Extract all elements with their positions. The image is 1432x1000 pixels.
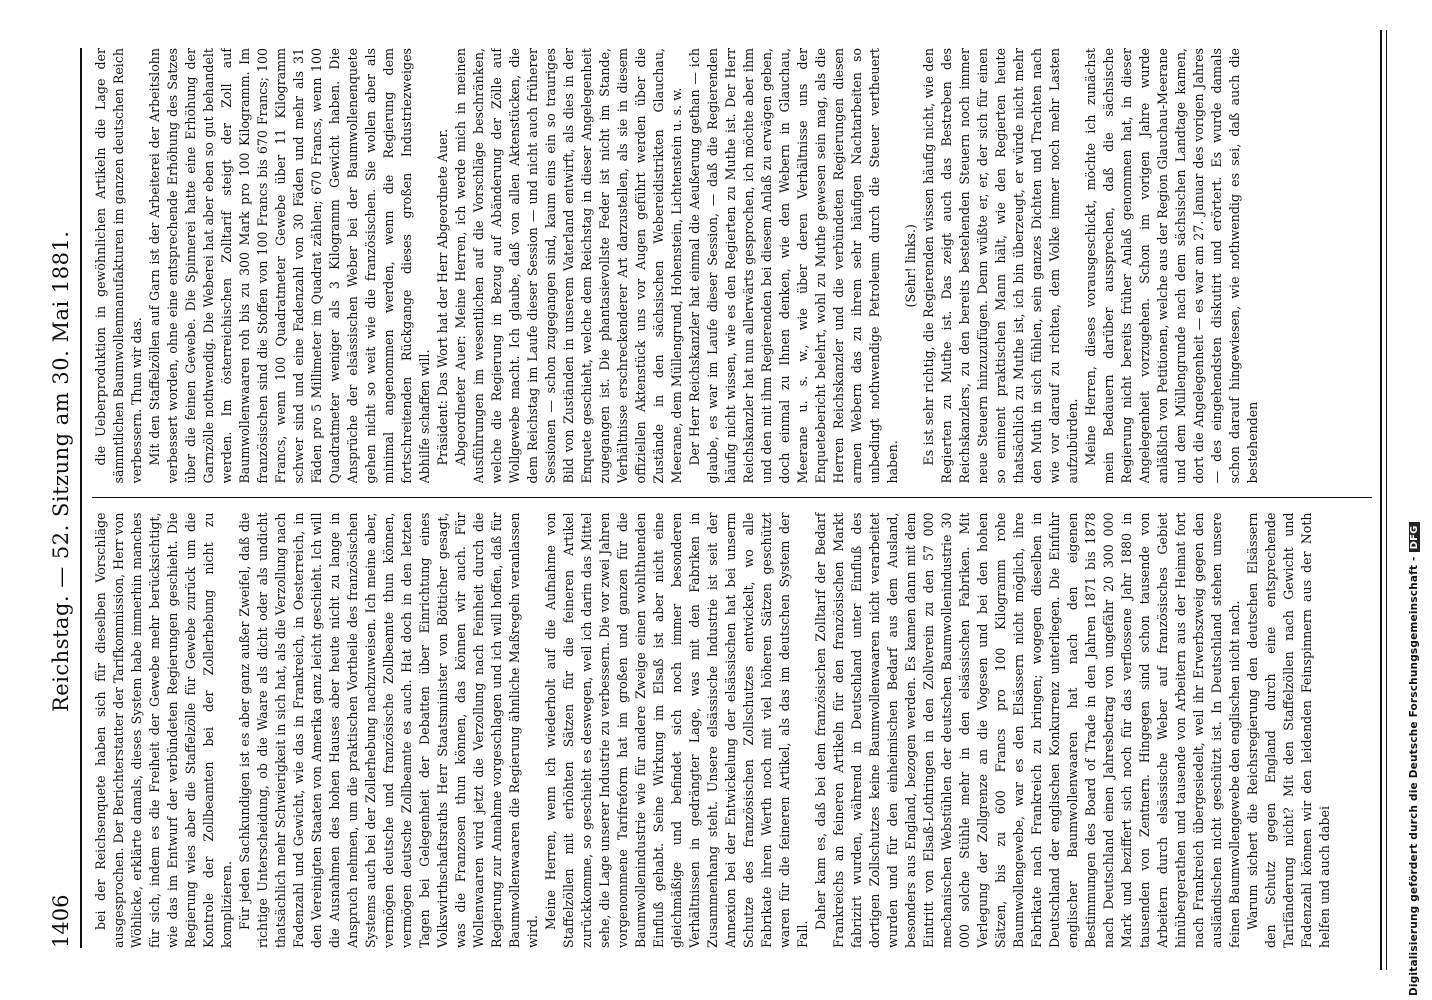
- column-left: [92, 513, 1372, 949]
- right-frame-line-2: [1386, 30, 1387, 970]
- paragraph: Abgeordneter Auer: Meine Herren, ich werde mich in meinen Ausführungen im wesentlichen auf die Vorschläge beschränken, welche die Regierung in Bezug auf Abänderung der Zölle auf Wollgewebe macht. Ich glaube, daß von allen Aktenstücken, die dem Reichstag im Laufe dieser Session — und nicht auch früherer Sessionen — schon zugegangen sind, kaum eins ein so trauriges Bild von Zuständen in unserem Vaterland entwirft, als dies in der Enquete geschieht, welche dem Reichstag in dieser Angelegenheit zugegangen ist. Die phantasievollste Feder ist nicht im Stande, Verhältnisse erschreckenderer Art darzustellen, als sie in diesem offiziellen Aktenstück uns vor Augen geführt werden über die Zustände in den sächsischen Webereidistrikten Glauchau, Meerane, dem Müllengrund, Hohenstein, Lichtenstein u. s. w.: [453, 48, 684, 484]
- paragraph: Der Herr Reichskanzler hat einmal die Aeußerung gethan — ich glaube, es war im Laufe dieser Session, — daß die Regierenden häufig nicht wissen, wie es den Regierten zu Muthe ist. Der Herr Reichskanzler hat nun allerwärts gesprochen, ich möchte aber ihm und den mit ihm Regierenden bei diesem Anlaß zu erwägen geben, doch einmal zu Ihnen denken, wie den Webern in Glauchau, Meerane u. s. w., wie über deren Verhältnisse uns der Enquetebericht belehrt, wohl zu Muthe gewesen sein mag, als die Herren Reichskanzler und die verbündeten Regierungen diesen armen Webern das zu ihrem sehr häufigen Nachtarbeiten so unbedingt nothwendige Petroleum durch die Steuer vertheuert haben.: [687, 48, 900, 484]
- header-rule: [80, 48, 82, 948]
- text-columns: [92, 48, 1372, 948]
- paragraph: bei der Reichsenquete haben sich für dieselben Vorschläge ausgesprochen. Der Berichterstatter der Tarifkommission, Herr von Wöhlicke, erklärte damals, dieses System habe immerhin manches für sich, indem es die Freiheit der Gewebe mehr berücksichtigt, wie das im Entwurf der verbündeten Regierungen geschieht. Die Regierung wies aber die Staffelzölle für Gewebe zurück um die Kontrole der Zollbeamten bei der Zollerhebung nicht zu komplizieren.: [93, 512, 234, 948]
- paragraph: Warum sichert die Reichsregierung den deutschen Elsässern den Schutz gegen England durch eine entsprechende Tarifänderung nicht? Mit den Staffelzöllen nach Gewicht und Fadenzahl können wir den leidenden Feinspinnern aus der Noth helfen und auch dabei: [1245, 512, 1332, 948]
- paragraph: Mit den Staffelzöllen auf Garn ist der Arbeiterei der Arbeitslohn verbessert worden, ohne eine entsprechende Erhöhung des Satzes über die feinen Gewebe. Die Spinnerei hatte eine Erhöhung der Garnzölle nothwendig. Die Weberei hat aber eben so gut behandelt werden. Im österreichischen Zolltarif steigt der Zoll auf Baumwollenwaaren roh bis zu 300 Mark pro 100 Kilogramm. Im französischen sind die Stoffen von 100 Francs bis 670 Francs; 100 Francs, wenn 100 Quadratmeter Gewebe über 11 Kilogramm schwer sind und eine Fadenzahl von 30 Fäden und mehr als 31 Fäden pro 5 Millimeter im Quadrat zählen; 670 Francs, wenn 100 Quadratmeter weniger als 3 Kilogramm Gewicht haben. Die Ansprüche der elsässischen Weber bei der Baumwollenenquete gehen nicht so weit wie die französischen. Sie wollen aber als minimal angenommen werden, wenn die Regierung dem fortschreitenden Rückgange dieses großen Industriezweiges Abhilfe schaffen will.: [147, 48, 432, 484]
- column-divider: [92, 498, 1372, 499]
- paragraph: Meine Herren, dieses vorausgeschickt, möchte ich zunächst mein Bedauern darüber aussprechen, daß die sächsische Regierung nicht bereits früher Anlaß genommen hat, in dieser Angelegenheit vorzugehen. Schon im vorigen Jahre wurde anläßlich von Petitionen, welche aus der Region Glauchau-Meerane und dem Müllengrunde nach dem sächsischen Landtage kamen, dort die Angelegenheit — es war am 27. Januar des vorigen Jahres — des eingehendsten diskutirt und erörtert. Es wurde damals schon darauf hingewiesen, wie nothwendig es sei, daß auch die bestehenden: [1083, 48, 1260, 484]
- dfg-logo: DFG: [1409, 522, 1420, 552]
- paragraph: Meine Herren, wenn ich wiederholt auf die Aufnahme von Staffelzöllen mit erhöhten Sätzen für die feineren Artikel zurückkomme, so geschieht es deswegen, weil ich darin das Mittel sehe, die Lage unserer Industrie zu verbessern. Die vor zwei Jahren vorgenommene Tarifreform hat im großen und ganzen für die Baumwollenindustrie wie für andere Zweige einen wohlthuenden Einfluß gehabt. Seine Wirkung im Elsaß ist aber nicht eine gleichmäßige und befindet sich noch immer besonderen Verhältnissen in gedrängter Lage, was mit den Fabriken in Zusammenhang steht. Unsere elsässische Industrie ist seit der Annexion bei der Entwickelung der elsässischen hat bei unserm Schutze des französischen Zollschutzes entwickelt, wo alle Fabrikate ihren Werth noch mit viel höheren Sätzen geschützt waren für die feineren Artikel, als das im deutschen System der Fall.: [543, 512, 810, 948]
- paragraph: die Ueberproduktion in gewöhnlichen Artikeln die Lage der sämmtlichen Baumwollenmanufakturen im ganzen deutschen Reich verbessern. Thun wir das.: [93, 48, 144, 484]
- paragraph: Es ist sehr richtig, die Regierenden wissen häufig nicht, wie den Regierten zu Muthe ist. Das zeigt auch das Bestreben des Reichskanzlers, zu den bereits bestehenden Steuern noch immer neue Steuern hinzuzufügen. Denn wüßte er, er, der sich für einen so eminent praktischen Mann hält, wie den Regierten heute thatsächlich zu Muthe ist, ich bin überzeugt, er würde nicht mehr den Muth in sich fühlen, sein ganzes Dichten und Trachten nach wie vor darauf zu richten, dem Volke immer noch mehr Lasten aufzubürden.: [921, 48, 1080, 484]
- page-title: Reichstag. — 52. Sitzung am 30. Mai 1881.: [49, 230, 73, 713]
- column-right: [92, 48, 1372, 484]
- paragraph: Daher kam es, daß bei dem französischen Zolltarif der Bedarf Frankreichs an feineren Artikeln für den französischen Markt fabrizirt wurden, während in Deutschland unter Einfluß des dortigen Zollschutzes keine Baumwollenwaaren nicht verarbeitet wurden und für den einheimischen Bedarf aus dem Ausland, besonders aus England, bezogen werden. Es kamen dann mit dem Eintritt von Elsaß-Lothringen in den Zollverein zu den 57 000 mechanischen Webstühlen der deutschen Baumwollenindustrie 30 000 solche Stühle mehr in den elsässischen Fabriken. Mit Verlegung der Zollgrenze an die Vogesen und bei den hohen Sätzen, bis zu 600 Francs pro 100 Kilogramm rohe Baumwollengewebe, war es den Elsässern nicht möglich, ihre Fabrikate nach Frankreich zu bringen; wogegen dieselben in Deutschland der englischen Konkurrenz unterliegen. Die Einfuhr englischer Baumwollenwaaren hat nach den eigenen Bestimmungen des Board of Trade in den Jahren 1871 bis 1878 nach Deutschland einen Jahresbetrag von ungefähr 20 300 000 Mark und beziffert sich noch für das verflossene Jahr 1880 in tausenden von Zentnern. Hingegen sind schon tausende von Arbeitern durch elsässische Weber auf französisches Gebiet hinübergerathen und tausende von Arbeitern aus der Heimat fort nach Frankreich übergesiedelt, weil ihr Erwerbszweig gegen den ausländischen nicht geschützt ist. In Deutschland stehen unsere feinen Baumwollengewebe den englischen nicht nach.: [813, 512, 1242, 948]
- paragraph: Präsident: Das Wort hat der Herr Abgeordnete Auer.: [435, 128, 450, 466]
- paragraph: (Sehr! links.): [903, 224, 918, 308]
- page-number: 1406: [49, 894, 73, 948]
- paragraph: Für jeden Sachkundigen ist es aber ganz außer Zweifel, daß die richtige Unterscheidung, ob die Waare als dicht oder als undicht thatsächlich mehr Schwierigkeit in sich hat, als die Verzollung nach Fadenzahl und Gewicht, wie das in Frankreich, in Oesterreich, in den Vereinigten Staaten von Amerika ganz leicht geschieht. Ich will die Ausnahmen des hohen Hauses aber heute nicht zu lange in Anspruch nehmen, um die praktischen Vortheile des französischen Systems auch bei der Zollerhebung nachzuweisen. Ich meine aber, vermögen deutsche und französische Zollbeamte thun können, vermögen deutsche Zollbeamte es auch. Hat doch in den letzten Tagen bei Gelegenheit der Debatten über Einrichtung eines Volkswirthschaftsraths Herr Staatsminister von Bötticher gesagt, was die Franzosen thun können, das können wir auch. Für Wollenwaaren wird jetzt die Verzollung nach Feinheit durch die Regierung zur Annahme vorgeschlagen und ich will hoffen, daß für Baumwollenwaaren die Regierung ähnliche Maßregeln veranlassen wird.: [237, 512, 540, 948]
- digitization-footer: [1408, 522, 1420, 996]
- right-frame-line-1: [1380, 30, 1382, 970]
- document-page: [8, 0, 1408, 1000]
- page-header: [48, 48, 80, 948]
- footer-text: Digitalisierung gefördert durch die Deutsche Forschungsgemeinschaft -: [1408, 556, 1420, 996]
